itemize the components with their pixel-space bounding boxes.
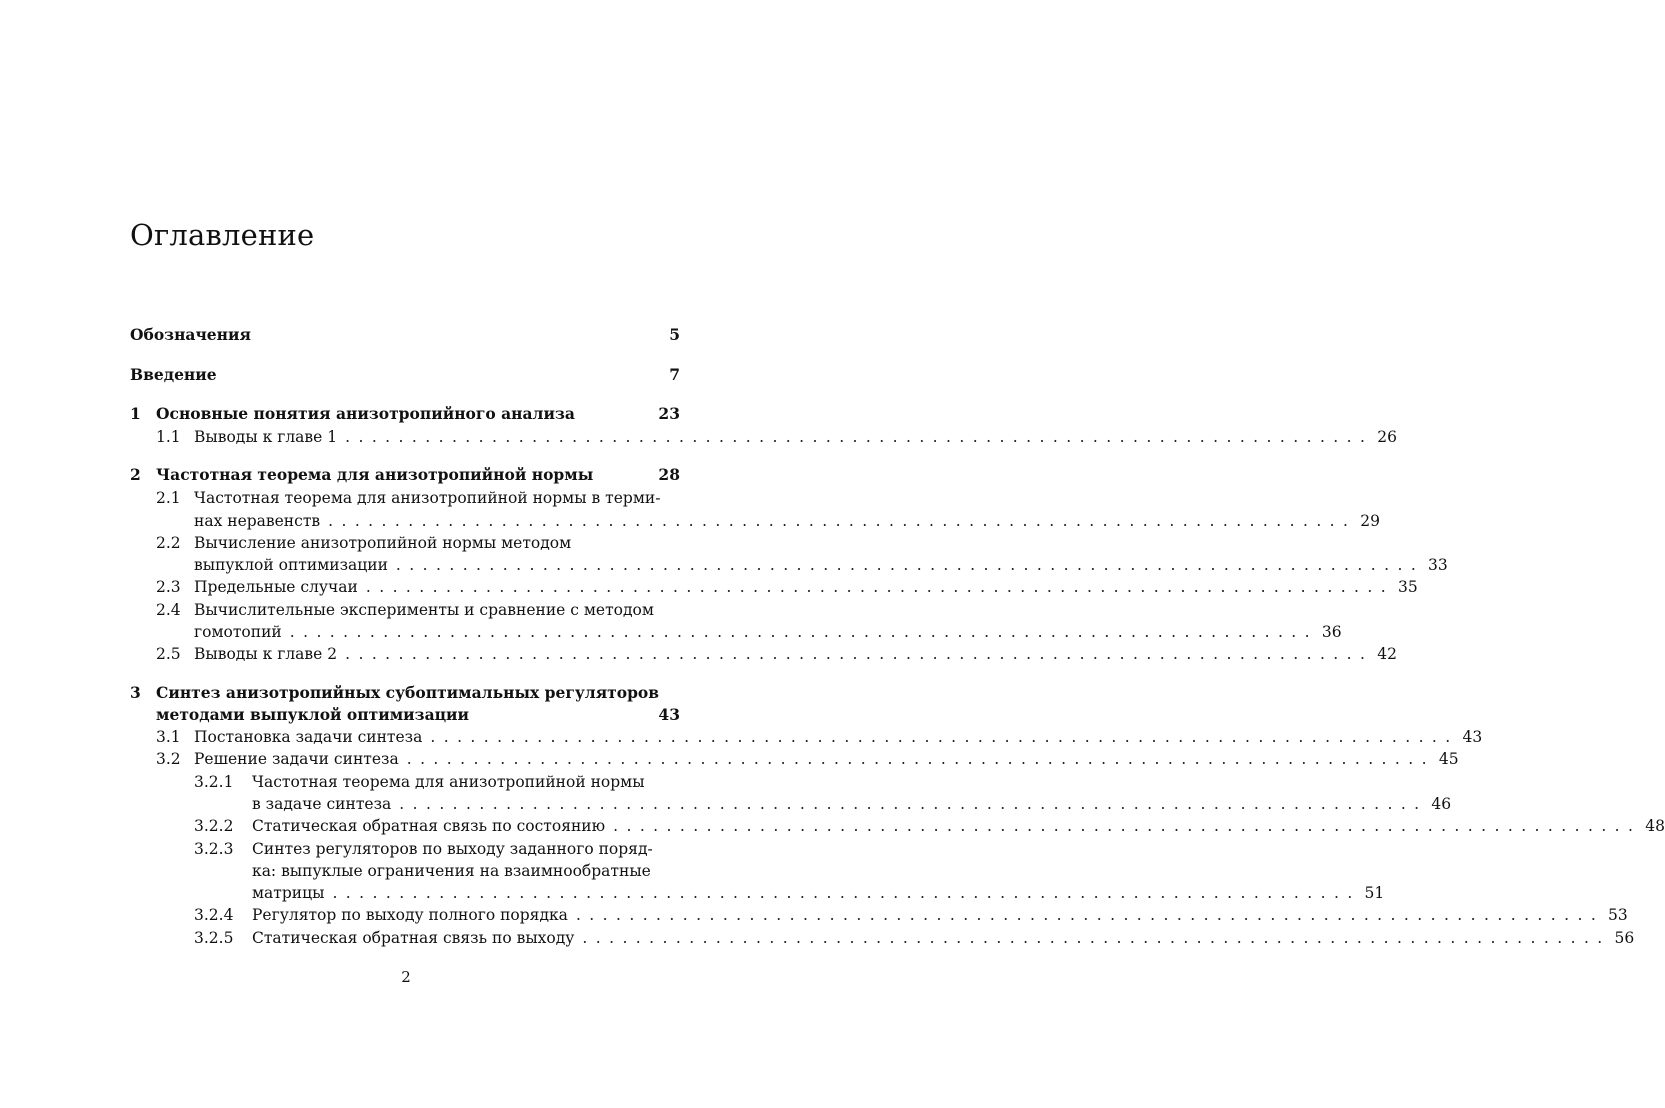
toc-entry-number: 2 bbox=[130, 465, 141, 484]
toc-page-number: 53 bbox=[1608, 906, 1628, 924]
toc-page-number: 7 bbox=[669, 365, 680, 384]
toc-subsection-3-2-2[interactable] bbox=[130, 814, 1665, 838]
toc-chapter-1[interactable] bbox=[130, 402, 680, 426]
toc-leader-dots bbox=[358, 575, 1392, 599]
toc-leader-dots bbox=[282, 620, 1316, 644]
toc-entry-title: гомотопий bbox=[194, 623, 282, 641]
page-number-footer: 2 bbox=[401, 968, 411, 986]
toc-leader-dots bbox=[388, 553, 1422, 577]
toc-section-2-4[interactable] bbox=[130, 598, 680, 622]
toc-page-number: 48 bbox=[1645, 817, 1665, 835]
toc-leader-dots bbox=[337, 642, 1371, 666]
toc-leader-dots bbox=[605, 814, 1639, 838]
toc-subsection-3-2-5[interactable] bbox=[130, 926, 1635, 950]
toc-chapter-3-cont[interactable] bbox=[130, 703, 680, 727]
toc-page-number: 23 bbox=[658, 404, 680, 423]
toc-section-2-5[interactable] bbox=[130, 642, 1397, 666]
toc-page-number: 42 bbox=[1377, 645, 1397, 663]
toc-entry-title: Постановка задачи синтеза bbox=[194, 728, 423, 746]
toc-entry-title: Синтез регуляторов по выходу заданного поряд- bbox=[252, 840, 653, 858]
toc-entry-number: 2.1 bbox=[156, 489, 181, 507]
toc-entry-number: 3.2.4 bbox=[194, 906, 234, 924]
toc-entry-number: 1 bbox=[130, 404, 141, 423]
toc-subsection-3-2-1-cont[interactable] bbox=[130, 792, 1452, 816]
toc-entry-title: методами выпуклой оптимизации bbox=[156, 705, 470, 724]
toc-entry-number: 2.5 bbox=[156, 645, 181, 663]
toc-section-2-1-cont[interactable] bbox=[130, 509, 1380, 533]
toc-entry-title: Частотная теорема для анизотропийной нормы bbox=[156, 465, 594, 484]
toc-page-number: 46 bbox=[1431, 795, 1452, 813]
toc-entry-notation[interactable] bbox=[130, 323, 680, 347]
toc-entry-introduction[interactable] bbox=[130, 363, 680, 387]
toc-entry-title: Выводы к главе 1 bbox=[194, 428, 338, 446]
toc-entry-number: 2.3 bbox=[156, 578, 181, 596]
toc-page-number: 56 bbox=[1614, 929, 1635, 947]
toc-subsection-3-2-4[interactable] bbox=[130, 903, 1628, 927]
toc-page-number: 26 bbox=[1377, 428, 1397, 446]
toc-entry-number: 3.2.3 bbox=[194, 840, 234, 858]
toc-entry-title: Предельные случаи bbox=[194, 578, 358, 596]
toc-entry-title: Решение задачи синтеза bbox=[194, 750, 399, 768]
toc-entry-title: Вычислительные эксперименты и сравнение с методом bbox=[194, 601, 654, 619]
toc-section-2-4-cont[interactable] bbox=[130, 620, 1342, 644]
toc-entry-number: 2.4 bbox=[156, 601, 181, 619]
toc-page-number: 35 bbox=[1397, 578, 1418, 596]
toc-entry-number: 3.2.2 bbox=[194, 817, 234, 835]
toc-section-3-1[interactable] bbox=[130, 725, 1483, 749]
toc-entry-title: Статическая обратная связь по состоянию bbox=[252, 817, 606, 835]
toc-section-2-3[interactable] bbox=[130, 575, 1418, 599]
toc-page-number: 43 bbox=[1462, 728, 1483, 746]
toc-subsection-3-2-3-cont2[interactable] bbox=[130, 881, 1385, 905]
toc-entry-title: в задаче синтеза bbox=[252, 795, 392, 813]
toc-entry-title: Частотная теорема для анизотропийной нормы bbox=[252, 773, 645, 791]
toc-entry-number: 3.2.5 bbox=[194, 929, 234, 947]
toc-section-3-2[interactable] bbox=[130, 747, 1459, 771]
toc-page-number: 36 bbox=[1321, 623, 1342, 641]
toc-entry-title: Синтез анизотропийных субоптимальных регуляторов bbox=[156, 683, 660, 702]
toc-subsection-3-2-1[interactable] bbox=[130, 770, 680, 794]
toc-chapter-2[interactable] bbox=[130, 463, 680, 487]
toc-entry-number: 2.2 bbox=[156, 534, 181, 552]
toc-entry-title: выпуклой оптимизации bbox=[194, 556, 388, 574]
toc-leader-dots bbox=[337, 425, 1371, 449]
toc-chapter-3[interactable] bbox=[130, 681, 680, 705]
toc-leader-dots bbox=[324, 881, 1358, 905]
toc-entry-number: 3.2.1 bbox=[194, 773, 234, 791]
toc-entry-title: Обозначения bbox=[130, 325, 251, 344]
toc-leader-dots bbox=[574, 926, 1608, 950]
toc-section-2-2-cont[interactable] bbox=[130, 553, 1448, 577]
toc-leader-dots bbox=[568, 903, 1602, 927]
toc-page-number: 29 bbox=[1360, 512, 1380, 530]
toc-page-number: 51 bbox=[1364, 884, 1385, 902]
toc-entry-title: Статическая обратная связь по выходу bbox=[252, 929, 575, 947]
toc-section-2-2[interactable] bbox=[130, 531, 680, 555]
toc-page-number: 28 bbox=[658, 465, 680, 484]
toc-leader-dots bbox=[391, 792, 1425, 816]
toc-page-number: 5 bbox=[669, 325, 680, 344]
toc-page-number: 45 bbox=[1438, 750, 1459, 768]
toc-section-1-1[interactable] bbox=[130, 425, 1397, 449]
toc-entry-title: матрицы bbox=[252, 884, 325, 902]
toc-leader-dots bbox=[320, 509, 1354, 533]
toc-section-2-1[interactable] bbox=[130, 486, 680, 510]
toc-entry-title: Частотная теорема для анизотропийной нормы в терми- bbox=[194, 489, 661, 507]
toc-entry-title: Основные понятия анизотропийного анализа bbox=[156, 404, 575, 423]
page-title: Оглавление bbox=[130, 218, 315, 252]
toc-page-number: 43 bbox=[658, 705, 680, 724]
toc-page-number: 33 bbox=[1428, 556, 1448, 574]
toc-entry-title: Введение bbox=[130, 365, 217, 384]
toc-leader-dots bbox=[399, 747, 1433, 771]
toc-subsection-3-2-3[interactable] bbox=[130, 837, 680, 861]
toc-leader-dots bbox=[422, 725, 1456, 749]
toc-entry-title: Вычисление анизотропийной нормы методом bbox=[194, 534, 572, 552]
toc-entry-title: Выводы к главе 2 bbox=[194, 645, 338, 663]
toc-entry-title: Регулятор по выходу полного порядка bbox=[252, 906, 568, 924]
toc-entry-title: нах неравенств bbox=[194, 512, 321, 530]
toc-entry-number: 3 bbox=[130, 683, 141, 702]
toc-subsection-3-2-3-cont[interactable] bbox=[130, 859, 680, 883]
toc-entry-number: 1.1 bbox=[156, 428, 181, 446]
toc-entry-number: 3.1 bbox=[156, 728, 181, 746]
toc-entry-title: ка: выпуклые ограничения на взаимнообратные bbox=[252, 862, 651, 880]
toc-entry-number: 3.2 bbox=[156, 750, 181, 768]
